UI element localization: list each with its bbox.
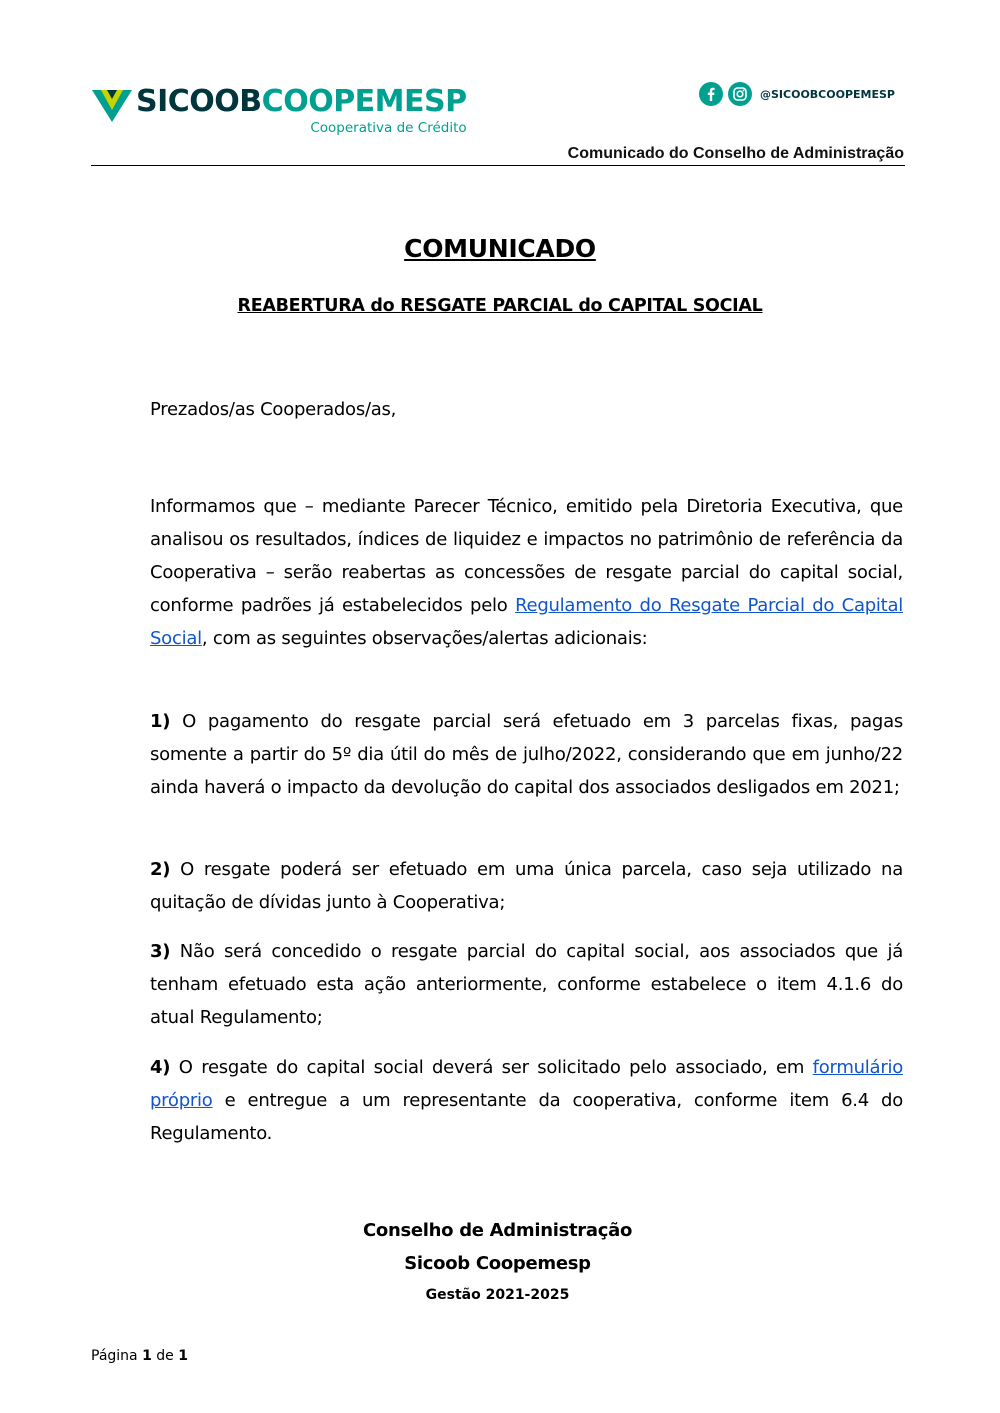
social-handle[interactable]: @SICOOBCOOPEMESP <box>760 87 895 101</box>
header-divider <box>91 165 905 166</box>
greeting: Prezados/as Cooperados/as, <box>150 399 397 420</box>
form-link[interactable]: formulário próprio <box>150 1057 903 1111</box>
item-number: 4) <box>150 1057 171 1078</box>
item-text-after: e entregue a um representante da cooperativa, conforme item 6.4 do Regulamento. <box>150 1090 903 1144</box>
sicoob-logo-icon <box>92 86 132 126</box>
intro-paragraph <box>150 490 903 655</box>
brand-tagline: Cooperativa de Crédito <box>310 120 467 136</box>
page-number <box>91 1348 188 1364</box>
item-text: O pagamento do resgate parcial será efetuado em 3 parcelas fixas, pagas somente a partir do 5º dia útil do mês de julho/2022, considerando que em junho/22 ainda haverá o impacto da devolução do capital dos associados desligados em 2021; <box>150 711 903 798</box>
intro-text-after: , com as seguintes observações/alertas adicionais: <box>201 628 648 649</box>
item-text: O resgate poderá ser efetuado em uma única parcela, caso seja utilizado na quitação de dívidas junto à Cooperativa; <box>150 859 903 913</box>
brand-part-sicoob: SICOOB <box>136 84 262 119</box>
item-number: 2) <box>150 859 171 880</box>
item-number: 3) <box>150 941 171 962</box>
signature-term: Gestão 2021-2025 <box>425 1287 570 1303</box>
document-subtitle: REABERTURA do RESGATE PARCIAL do CAPITAL SOCIAL <box>237 296 763 316</box>
item-text-before: O resgate do capital social deverá ser solicitado pelo associado, em <box>170 1057 813 1078</box>
item-number: 1) <box>150 711 171 732</box>
list-item <box>150 935 903 1034</box>
instagram-icon[interactable] <box>728 82 752 106</box>
facebook-icon[interactable] <box>699 82 723 106</box>
social-links <box>699 82 895 106</box>
brand-part-coopemesp: COOPEMESP <box>261 84 467 119</box>
page-number-total: 1 <box>178 1348 188 1364</box>
brand-name <box>136 82 467 122</box>
document-title: COMUNICADO <box>404 234 596 263</box>
page-number-prefix: Página <box>91 1348 143 1364</box>
list-item <box>150 705 903 804</box>
regulation-link[interactable]: Regulamento do Resgate Parcial do Capital Social <box>150 595 903 649</box>
list-item <box>150 1051 903 1150</box>
page-number-current: 1 <box>142 1348 152 1364</box>
item-text: Não será concedido o resgate parcial do capital social, aos associados que já tenham efetuado esta ação anteriormente, conforme estabelece o item 4.1.6 do atual Regulamento; <box>150 941 903 1028</box>
signature-board: Conselho de Administração <box>362 1220 633 1241</box>
header-caption: Comunicado do Conselho de Administração <box>567 145 904 162</box>
page-number-middle: de <box>151 1348 179 1364</box>
signature-organization: Sicoob Coopemesp <box>404 1253 591 1274</box>
intro-text-before: Informamos que – mediante Parecer Técnico, emitido pela Diretoria Executiva, que analisou os resultados, índices de liquidez e impactos no patrimônio de referência da Cooperativa – serão reabertas as concessões de resgate parcial do capital social, conforme padrões já estabelecidos pelo <box>150 496 903 616</box>
list-item <box>150 853 903 919</box>
sicoob-logo <box>92 82 467 142</box>
